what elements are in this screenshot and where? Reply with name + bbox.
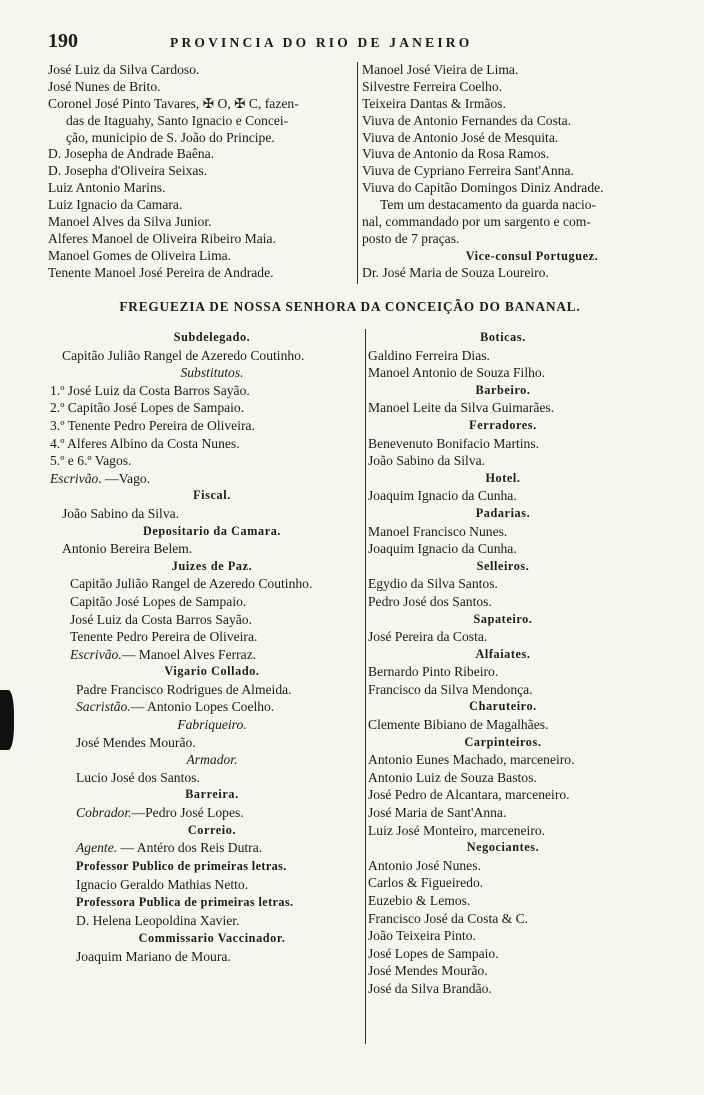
list-item: Teixeira Dantas & Irmãos.: [362, 95, 506, 111]
depositario-heading: Depositario da Camara.: [142, 523, 282, 538]
list-item: José Mendes Mourão.: [368, 963, 488, 979]
note-line: posto de 7 praças.: [362, 230, 460, 246]
column-divider: [365, 329, 366, 1044]
barreira-heading: Barreira.: [185, 787, 239, 802]
vigario-heading: Vigario Collado.: [164, 664, 260, 679]
agente-line: [76, 839, 362, 857]
list-item: Antonio Bereira Belem.: [62, 541, 193, 557]
vice-consul: Dr. José Maria de Souza Loureiro.: [362, 264, 549, 280]
sacristao-line: [76, 698, 362, 716]
charuteiro-heading: Charuteiro.: [469, 699, 537, 714]
page-header: [48, 30, 668, 58]
armador-heading: Armador.: [186, 752, 238, 768]
list-item: Luiz Ignacio da Camara.: [48, 197, 183, 213]
list-item: Benevenuto Bonifacio Martins.: [368, 435, 540, 451]
substitutos-heading: Substitutos.: [180, 365, 244, 381]
sacristao-value: — Antonio Lopes Coelho.: [130, 699, 275, 715]
list-item: 5.º e 6.º Vagos.: [50, 453, 132, 469]
list-item: Padre Francisco Rodrigues de Almeida.: [76, 681, 292, 697]
list-item: José Luiz da Costa Barros Sayão.: [70, 611, 252, 627]
list-item: José Pereira da Costa.: [368, 629, 488, 645]
escrivao-label: Escrivão.: [70, 646, 122, 662]
escrivao-label: Escrivão.: [50, 470, 102, 486]
page-number: 190: [48, 30, 78, 52]
list-item: Capitão Julião Rangel de Azeredo Coutinho.: [62, 347, 305, 363]
list-item: Francisco José da Costa & C.: [368, 910, 529, 926]
list-item: Antonio José Nunes.: [368, 857, 481, 873]
list-item: Bernardo Pinto Ribeiro.: [368, 664, 499, 680]
top-left-column: [48, 62, 354, 282]
list-item: Manoel Antonio de Souza Filho.: [368, 365, 546, 381]
juizes-heading: Juizes de Paz.: [171, 558, 253, 573]
list-item: Lucio José dos Santos.: [76, 769, 200, 785]
hotel-heading: Hotel.: [485, 470, 521, 485]
list-item: Viuva de Antonio José de Mesquita.: [362, 129, 559, 145]
cobrador-label: Cobrador.: [76, 805, 132, 821]
list-item: Tenente Manoel José Pereira de Andrade.: [48, 264, 274, 280]
list-item: Manoel Francisco Nunes.: [368, 523, 508, 539]
list-item: Capitão Julião Rangel de Azeredo Coutinho.: [70, 576, 313, 592]
section-heading: FREGUEZIA DE NOSSA SENHORA DA CONCEIÇÃO DO BANANAL.: [119, 299, 581, 314]
fiscal-heading: Fiscal.: [193, 488, 231, 503]
escrivao-value: —Vago.: [105, 470, 151, 486]
list-item: 1.º José Luiz da Costa Barros Sayão.: [50, 382, 250, 398]
list-item: Viuva de Antonio Fernandes da Costa.: [362, 112, 572, 128]
list-item: José Lopes de Sampaio.: [368, 945, 499, 961]
carpinteiros-heading: Carpinteiros.: [464, 734, 542, 749]
list-item: João Teixeira Pinto.: [368, 928, 476, 944]
list-item: Joaquim Ignacio da Cunha.: [368, 488, 517, 504]
list-item: José Maria de Sant'Anna.: [368, 805, 507, 821]
cobrador-value: —Pedro José Lopes.: [131, 805, 244, 821]
list-item: Clemente Bibiano de Magalhães.: [368, 717, 549, 733]
selleiros-heading: Selleiros.: [476, 558, 530, 573]
list-item: João Sabino da Silva.: [368, 453, 486, 469]
column-divider: [357, 62, 358, 284]
list-item: Antonio Eunes Machado, marceneiro.: [368, 752, 575, 768]
list-item: Egydio da Silva Santos.: [368, 576, 498, 592]
alfaiates-heading: Alfaiates.: [475, 646, 531, 661]
list-item: Pedro José dos Santos.: [368, 593, 492, 609]
list-item: D. Helena Leopoldina Xavier.: [76, 913, 240, 929]
list-item: Ignacio Geraldo Mathias Netto.: [76, 876, 249, 892]
agente-value: — Antéro dos Reis Dutra.: [120, 840, 263, 856]
list-item: Luiz José Monteiro, marceneiro.: [368, 822, 546, 838]
cobrador-line: [76, 804, 362, 822]
list-item: ção, municipio de S. João do Principe.: [66, 129, 275, 145]
left-column: [50, 329, 362, 965]
list-item: Joaquim Ignacio da Cunha.: [368, 541, 517, 557]
negociantes-heading: Negociantes.: [466, 840, 540, 855]
list-item: 3.º Tenente Pedro Pereira de Oliveira.: [50, 417, 255, 433]
list-item: D. Josepha de Andrade Baêna.: [48, 146, 215, 162]
correio-heading: Correio.: [187, 822, 237, 837]
vice-consul-heading: Vice-consul Portuguez.: [465, 248, 599, 263]
agente-label: Agente.: [76, 840, 118, 856]
escrivao-line: [50, 470, 362, 488]
list-item: Viuva de Cypriano Ferreira Sant'Anna.: [362, 163, 574, 179]
list-item: 4.º Alferes Albino da Costa Nunes.: [50, 435, 240, 451]
sacristao-label: Sacristão.: [76, 699, 131, 715]
binding-hole: [0, 690, 14, 750]
list-item: Coronel José Pinto Tavares, ✠ O, ✠ C, fazen-: [48, 95, 299, 111]
escrivao-value: — Manoel Alves Ferraz.: [121, 646, 257, 662]
top-right-column: [362, 62, 642, 282]
list-item: Manoel Leite da Silva Guimarães.: [368, 400, 555, 416]
list-item: Capitão José Lopes de Sampaio.: [70, 593, 247, 609]
sapateiro-heading: Sapateiro.: [473, 611, 533, 626]
juizes-escrivao-line: [70, 646, 362, 664]
list-item: Silvestre Ferreira Coelho.: [362, 78, 503, 94]
list-item: João Sabino da Silva.: [62, 505, 180, 521]
list-item: José Luiz da Silva Cardoso.: [48, 62, 200, 77]
list-item: das de Itaguahy, Santo Ignacio e Concei-: [66, 112, 289, 128]
professor-heading: Professor Publico de primeiras letras.: [76, 858, 287, 873]
ferradores-heading: Ferradores.: [469, 417, 537, 432]
list-item: Manoel José Vieira de Lima.: [362, 62, 519, 77]
list-item: Antonio Luiz de Souza Bastos.: [368, 769, 537, 785]
list-item: 2.º Capitão José Lopes de Sampaio.: [50, 400, 245, 416]
list-item: Joaquim Mariano de Moura.: [76, 948, 231, 964]
commissario-heading: Commissario Vaccinador.: [138, 931, 286, 945]
list-item: Euzebio & Lemos.: [368, 893, 471, 908]
list-item: Viuva de Antonio da Rosa Ramos.: [362, 146, 550, 162]
list-item: José da Silva Brandão.: [368, 980, 492, 996]
list-item: Carlos & Figueiredo.: [368, 875, 484, 891]
note-line: nal, commandado por um sargento e com-: [362, 214, 591, 230]
list-item: José Mendes Mourão.: [76, 734, 196, 750]
list-item: Galdino Ferreira Dias.: [368, 347, 490, 363]
subdelegado-heading: Subdelegado.: [173, 330, 251, 344]
right-column: [368, 329, 638, 998]
list-item: Francisco da Silva Mendonça.: [368, 681, 533, 697]
list-item: José Pedro de Alcantara, marceneiro.: [368, 787, 570, 803]
professora-heading: Professora Publica de primeiras letras.: [76, 895, 294, 910]
padarias-heading: Padarias.: [475, 505, 531, 520]
page-title: PROVINCIA DO RIO DE JANEIRO: [170, 35, 473, 50]
boticas-heading: Boticas.: [480, 330, 526, 344]
fabriqueiro-heading: Fabriqueiro.: [177, 717, 247, 733]
list-item: Manoel Alves da Silva Junior.: [48, 214, 212, 230]
list-item: Alferes Manoel de Oliveira Ribeiro Maia.: [48, 230, 276, 246]
list-item: José Nunes de Brito.: [48, 78, 161, 94]
list-item: Viuva do Capitão Domingos Diniz Andrade.: [362, 180, 604, 196]
list-item: Luiz Antonio Marins.: [48, 180, 166, 196]
barbeiro-heading: Barbeiro.: [475, 382, 531, 397]
list-item: D. Josepha d'Oliveira Seixas.: [48, 163, 208, 179]
list-item: Tenente Pedro Pereira de Oliveira.: [70, 629, 258, 645]
note-line: Tem um destacamento da guarda nacio-: [380, 197, 597, 213]
list-item: Manoel Gomes de Oliveira Lima.: [48, 247, 232, 263]
